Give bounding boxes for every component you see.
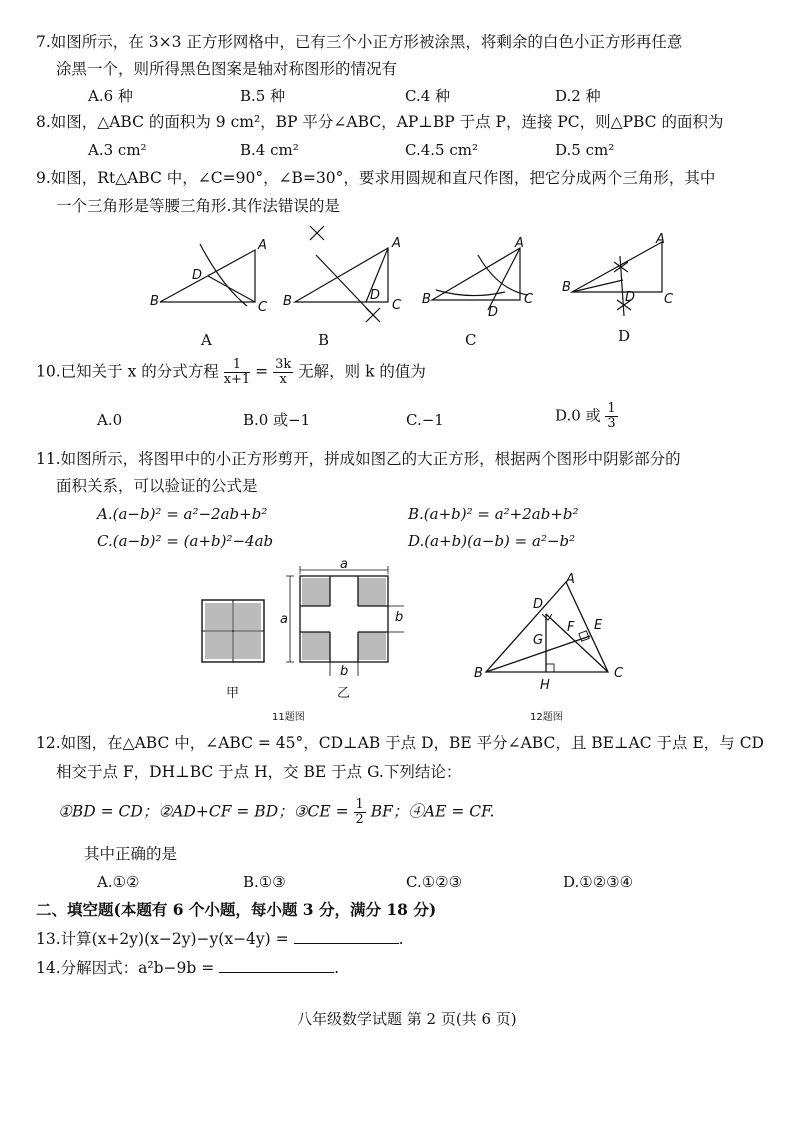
fig-jia xyxy=(202,600,264,662)
q10-option-b: B.0 或−1 xyxy=(243,411,311,429)
q10-optd-prefix: D.0 或 xyxy=(555,406,601,425)
q10-frac2-den: x xyxy=(279,372,287,387)
q10-frac2-num: 3k xyxy=(275,357,292,372)
q8-line1: 8.如图，△ABC 的面积为 9 cm²，BP 平分∠ABC，AP⊥BP 于点 P，连接 PC，则△PBC 的面积为 xyxy=(36,113,724,131)
q12-line4: 其中正确的是 xyxy=(84,845,178,863)
q9-caption-c: C xyxy=(465,331,477,349)
q14-line xyxy=(36,958,339,978)
q8-option-b: B.4 cm² xyxy=(240,141,299,159)
caption-fig12: 12题图 xyxy=(530,712,563,723)
q8-option-a: A.3 cm² xyxy=(88,141,147,159)
q10-frac1-num: 1 xyxy=(224,358,251,373)
q11-line2: 面积关系，可以验证的公式是 xyxy=(56,477,258,495)
q9-fig-b-label-b: B xyxy=(283,294,292,309)
q9-fig-c-label-a: A xyxy=(515,236,524,251)
q12-concl-den: 2 xyxy=(355,812,364,827)
q9-fig-b-label-d: D xyxy=(370,288,381,303)
fig-yi-dim-b-bottom: b xyxy=(340,664,349,679)
q13-answer-blank[interactable] xyxy=(294,929,399,944)
q10-frac1-den: x+1 xyxy=(223,372,251,387)
q10-prefix: 10.已知关于 x 的分式方程 xyxy=(36,362,219,381)
q11-option-a: A.(a−b)² = a²−2ab+b² xyxy=(97,505,268,523)
fig-yi-dim-a-left: a xyxy=(280,612,288,627)
q7-line2: 涂黑一个，则所得黑色图案是轴对称图形的情况有 xyxy=(56,60,398,78)
q12-option-a: A.①② xyxy=(97,873,140,891)
q7-line1: 7.如图所示，在 3×3 正方形网格中，已有三个小正方形被涂黑，将剩余的白色小正方形再任意 xyxy=(36,33,683,51)
q9-fig-a-label-a: A xyxy=(258,238,267,253)
q13-suffix: . xyxy=(398,930,404,948)
page-footer: 八年级数学试题 第 2 页(共 6 页) xyxy=(297,1010,517,1028)
q7-option-c: C.4 种 xyxy=(405,87,451,105)
q9-fig-c-label-c: C xyxy=(524,292,534,307)
q9-fig-b-label-a: A xyxy=(392,236,401,251)
fig12-label-g: G xyxy=(533,633,544,648)
fig12-label-e: E xyxy=(594,618,603,633)
q7-option-a: A.6 种 xyxy=(88,87,133,105)
fig12-label-h: H xyxy=(540,678,550,693)
q12-concl-suffix: BF；④AE = CF. xyxy=(370,802,495,821)
q8-option-d: D.5 cm² xyxy=(555,141,615,159)
q9-fig-c-label-d: D xyxy=(488,305,499,320)
q7-option-b: B.5 种 xyxy=(240,87,286,105)
q10-option-a: A.0 xyxy=(97,411,123,429)
q9-fig-a-label-d: D xyxy=(192,268,203,283)
q10-optd-den: 3 xyxy=(607,416,616,431)
fig12-label-b: B xyxy=(474,666,483,681)
q9-fig-d-label-d: D xyxy=(625,290,636,305)
q11-option-d: D.(a+b)(a−b) = a²−b² xyxy=(408,532,576,550)
fig-jia-label: 甲 xyxy=(226,686,240,701)
q12-concl-fraction xyxy=(354,798,366,827)
fig-yi-dim-b-right: b xyxy=(395,610,404,625)
q14-answer-blank[interactable] xyxy=(219,958,334,973)
caption-fig11: 11题图 xyxy=(272,712,305,723)
q11-option-c: C.(a−b)² = (a+b)²−4ab xyxy=(97,532,274,550)
q10-optd-num: 1 xyxy=(607,401,616,416)
q8-option-c: C.4.5 cm² xyxy=(405,141,478,159)
fig-yi-dim-a-top: a xyxy=(340,557,348,572)
fig12-label-a: A xyxy=(566,572,575,587)
q9-caption-a: A xyxy=(201,331,212,349)
q9-line2: 一个三角形是等腰三角形.其作法错误的是 xyxy=(56,197,340,215)
q9-fig-d-label-c: C xyxy=(664,292,674,307)
fig-q12-triangle xyxy=(486,582,608,672)
fig12-label-d: D xyxy=(533,597,544,612)
q9-caption-b: B xyxy=(318,331,330,349)
q10-option-c: C.−1 xyxy=(406,411,444,429)
section-fill-in-title: 二、填空题(本题有 6 个小题，每小题 3 分，满分 18 分) xyxy=(36,900,437,919)
q12-concl-prefix: ①BD = CD；②AD+CF = BD；③CE = xyxy=(58,802,349,821)
q9-caption-d: D xyxy=(618,327,631,345)
fig-yi-label: 乙 xyxy=(337,686,351,701)
q9-fig-d-label-a: A xyxy=(656,232,665,247)
q7-option-d: D.2 种 xyxy=(555,87,601,105)
q13-line xyxy=(36,929,404,949)
q9-fig-a-label-c: C xyxy=(258,300,268,315)
fig-yi xyxy=(286,566,404,676)
q12-option-c: C.①②③ xyxy=(406,873,463,891)
q14-suffix: . xyxy=(334,959,340,977)
fig12-label-f: F xyxy=(567,620,575,635)
q12-option-d: D.①②③④ xyxy=(563,873,634,891)
q9-line1: 9.如图，Rt△ABC 中，∠C=90°，∠B=30°，要求用圆规和直尺作图，把它分成两个三角形，其中 xyxy=(36,169,716,187)
q11-option-b: B.(a+b)² = a²+2ab+b² xyxy=(408,505,579,523)
q9-fig-c-label-b: B xyxy=(422,292,431,307)
q14-prefix: 14.分解因式：a²b−9b = xyxy=(36,959,215,977)
q9-fig-d-label-b: B xyxy=(562,280,571,295)
q13-prefix: 13.计算(x+2y)(x−2y)−y(x−4y) = xyxy=(36,930,289,948)
q10-equals: = xyxy=(255,362,269,381)
q12-line1: 12.如图，在△ABC 中，∠ABC = 45°，CD⊥AB 于点 D，BE 平分∠ABC，且 BE⊥AC 于点 E，与 CD xyxy=(36,734,764,752)
q11-line1: 11.如图所示，将图甲中的小正方形剪开，拼成如图乙的大正方形，根据两个图形中阴影部分的 xyxy=(36,450,681,468)
q10-suffix: 无解，则 k 的值为 xyxy=(298,362,426,381)
q9-fig-a-label-b: B xyxy=(150,294,159,309)
fig12-label-c: C xyxy=(614,666,624,681)
q12-option-b: B.①③ xyxy=(243,873,286,891)
q12-conclusions xyxy=(58,798,494,827)
q9-fig-b-label-c: C xyxy=(392,298,402,313)
q12-concl-num: 1 xyxy=(355,797,364,812)
q12-line2: 相交于点 F，DH⊥BC 于点 H，交 BE 于点 G.下列结论： xyxy=(56,763,462,781)
